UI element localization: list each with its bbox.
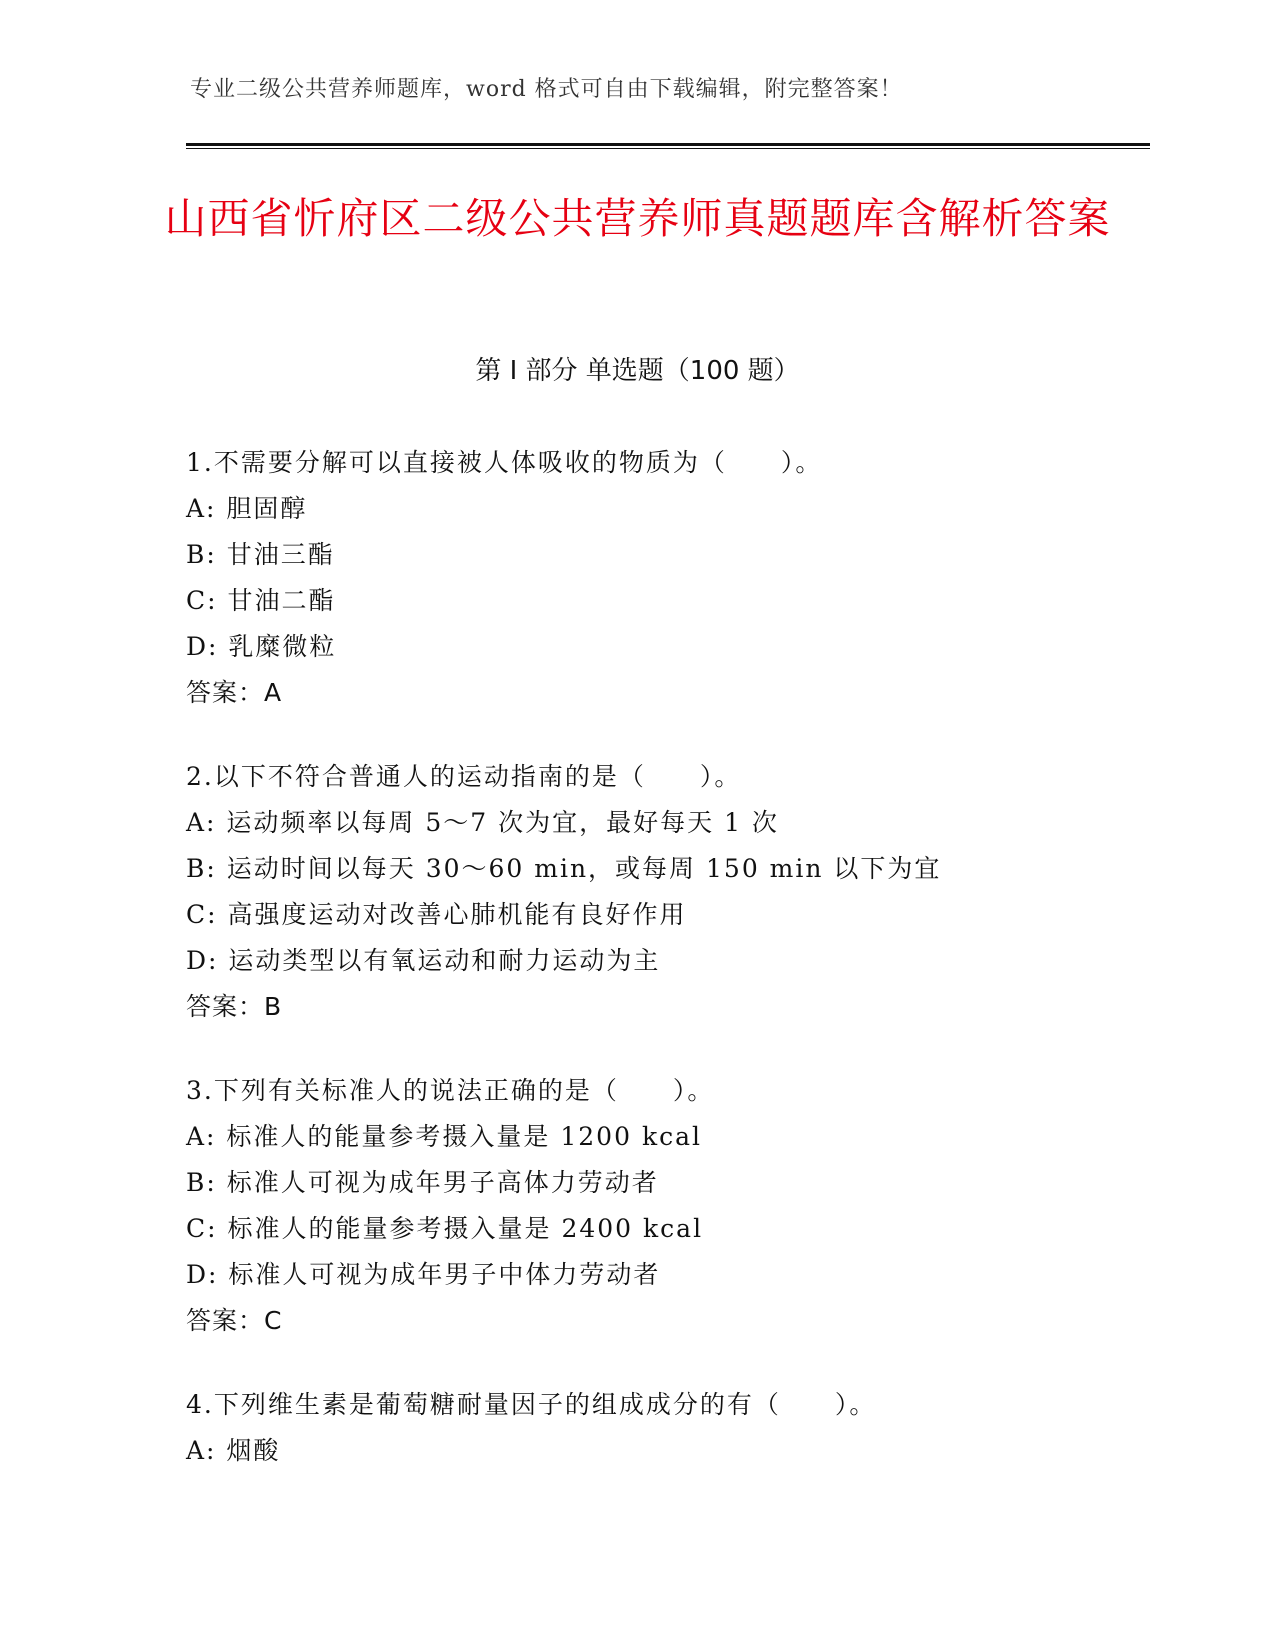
question-stem: 4.下列维生素是葡萄糖耐量因子的组成成分的有（ ）。 [186, 1390, 877, 1419]
option-c: C: 标准人的能量参考摄入量是 2400 kcal [186, 1214, 704, 1243]
option-d: D: 运动类型以有氧运动和耐力运动为主 [186, 946, 661, 975]
question-stem: 2.以下不符合普通人的运动指南的是（ ）。 [186, 762, 742, 791]
option-a: A: 烟酸 [186, 1436, 281, 1465]
option-d: D: 标准人可视为成年男子中体力劳动者 [186, 1260, 661, 1289]
question-4 [186, 1382, 1146, 1474]
option-b: B: 标准人可视为成年男子高体力劳动者 [186, 1168, 659, 1197]
option-a: A: 胆固醇 [186, 494, 308, 523]
option-a: A: 标准人的能量参考摄入量是 1200 kcal [186, 1122, 702, 1151]
question-2 [186, 754, 1146, 1030]
question-stem: 1.不需要分解可以直接被人体吸收的物质为（ ）。 [186, 448, 823, 477]
option-b: B: 运动时间以每天 30～60 min，或每周 150 min 以下为宜 [186, 854, 942, 883]
option-b: B: 甘油三酯 [186, 540, 335, 569]
answer: 答案：C [186, 1306, 283, 1335]
question-3 [186, 1068, 1146, 1344]
header-rule [186, 143, 1150, 149]
option-c: C: 甘油二酯 [186, 586, 336, 615]
option-a: A: 运动频率以每周 5～7 次为宜，最好每天 1 次 [186, 808, 779, 837]
answer: 答案：A [186, 678, 283, 707]
answer: 答案：B [186, 992, 283, 1021]
question-1 [186, 440, 1146, 716]
section-title: 第 I 部分 单选题（100 题） [475, 356, 800, 386]
page-header: 专业二级公共营养师题库，word 格式可自由下载编辑，附完整答案！ [190, 77, 903, 102]
option-d: D: 乳糜微粒 [186, 632, 337, 661]
document-title: 山西省忻府区二级公共营养师真题题库含解析答案 [164, 194, 1111, 243]
question-stem: 3.下列有关标准人的说法正确的是（ ）。 [186, 1076, 715, 1105]
option-c: C: 高强度运动对改善心肺机能有良好作用 [186, 900, 687, 929]
question-list [186, 440, 1146, 1512]
